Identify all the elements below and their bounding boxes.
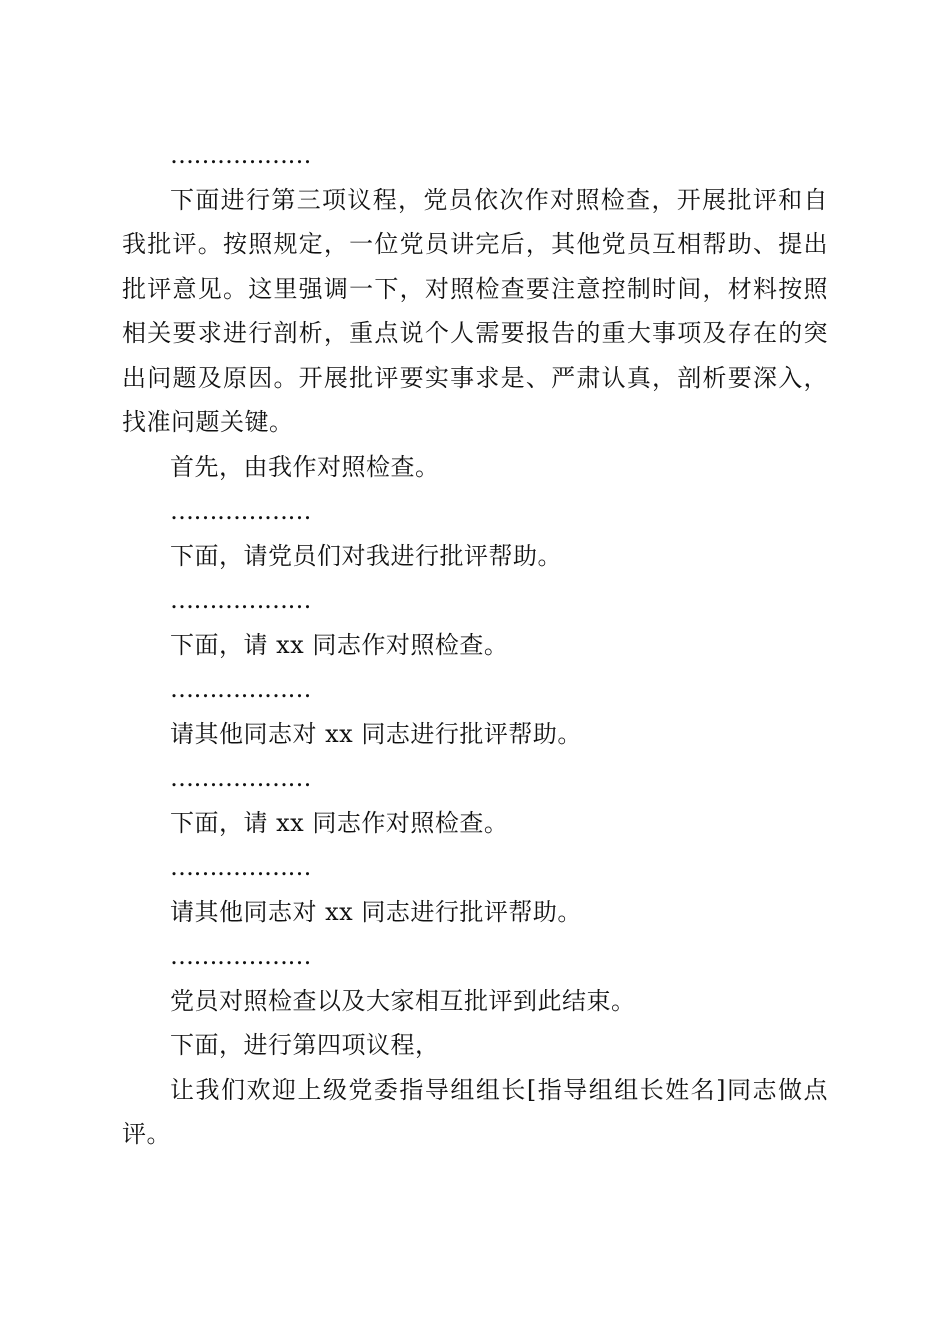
paragraph: 请其他同志对 xx 同志进行批评帮助。: [170, 897, 582, 926]
ellipsis-line: ………………: [170, 942, 311, 970]
ellipsis-line: ………………: [170, 675, 311, 703]
paragraph: 首先，由我作对照检查。: [170, 452, 440, 481]
paragraph: 下面，请 xx 同志作对照检查。: [170, 630, 509, 659]
agenda-item-3-paragraph: 下面进行第三项议程，党员依次作对照检查，开展批评和自我批评。按照规定，一位党员讲完后，其他党员互相帮助、提出批评意见。这里强调一下，对照检查要注意控制时间，材料按照相关要求进行剖析，重点说个人需要报告的重大事项及存在的突出问题及原因。开展批评要实事求是、严肃认真，剖析要深入，找准问题关键。: [122, 185, 828, 436]
paragraph: 党员对照检查以及大家相互批评到此结束。: [170, 986, 636, 1015]
paragraph: 下面，进行第四项议程，: [170, 1031, 440, 1059]
document-body: [122, 133, 828, 1157]
ellipsis-line: ………………: [170, 497, 311, 525]
paragraph: 让我们欢迎上级党委指导组组长[指导组组长姓名]同志做点评。: [122, 1075, 828, 1148]
ellipsis-line: ………………: [170, 764, 311, 792]
paragraph: 下面，请党员们对我进行批评帮助。: [170, 541, 562, 570]
paragraph: 请其他同志对 xx 同志进行批评帮助。: [170, 719, 582, 748]
ellipsis-line: ………………: [170, 141, 311, 169]
paragraph: 下面，请 xx 同志作对照检查。: [170, 808, 509, 837]
ellipsis-line: ………………: [170, 853, 311, 881]
ellipsis-line: ………………: [170, 586, 311, 614]
